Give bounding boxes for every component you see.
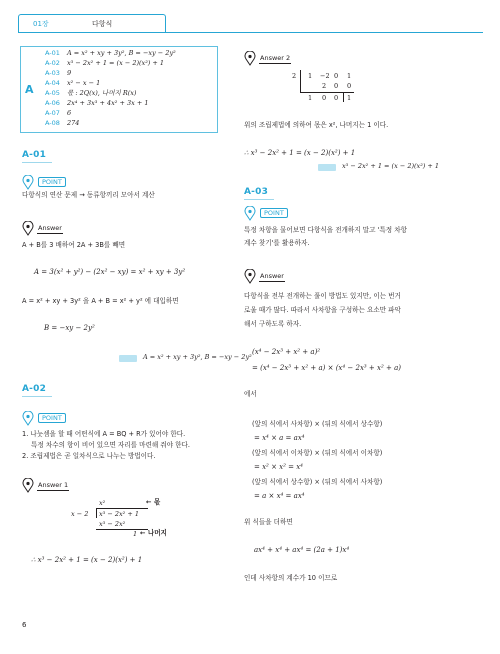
summary-value: 9 <box>67 69 72 77</box>
synthetic-bar <box>300 92 354 93</box>
synthetic-cell: 0 <box>322 94 327 102</box>
section-underline <box>22 162 52 163</box>
summary-key: A-08 <box>45 119 60 127</box>
point-text: 계수 찾기'를 활용하자. <box>244 239 310 247</box>
synthetic-cell: −2 <box>320 72 330 80</box>
equation: B = −xy − 2y² <box>44 324 95 332</box>
equation: A = 3(x² + y²) − (2x² − xy) = x² + xy + 3y² <box>34 268 186 276</box>
equation: = x² × x² = x⁴ <box>254 463 303 471</box>
point-pin-icon <box>22 175 34 190</box>
answer-label: Answer <box>38 224 62 232</box>
synthetic-remainder: 1 <box>347 94 352 102</box>
term-description: (앞의 식에서 상수항) × (뒤의 식에서 사차항) <box>252 478 383 486</box>
summary-letter: A <box>25 83 34 96</box>
equation: ∴ x³ − 2x² + 1 = (x − 2)(x²) + 1 <box>31 556 143 564</box>
final-answer: A = x² + xy + 3y², B = −xy − 2y² <box>143 353 252 361</box>
term-description: (앞의 식에서 이차항) × (뒤의 식에서 이차항) <box>252 449 383 457</box>
solution-text: A + B를 3 배하여 2A + 3B를 빼면 <box>22 241 126 249</box>
answer-label: Answer 2 <box>260 54 291 62</box>
section-underline <box>244 199 274 200</box>
summary-value: 2x⁴ + 3x³ + 4x² + 3x + 1 <box>67 99 149 107</box>
synthetic-cell: 0 <box>334 72 339 80</box>
equation: ∴ x³ − 2x² + 1 = (x − 2)(x²) + 1 <box>244 149 356 157</box>
equation: (x⁴ − 2x³ + x² + a)² <box>252 348 321 356</box>
point-pin-icon <box>244 206 256 221</box>
point-label: POINT <box>260 208 288 218</box>
equation: ax⁴ + x⁴ + ax⁴ = (2a + 1)x⁴ <box>254 546 350 554</box>
remainder-label: ← 나머지 <box>140 529 167 537</box>
summary-key: A-04 <box>45 79 60 87</box>
chapter-label: 01장 <box>33 20 49 28</box>
division-subtract: x³ − 2x² <box>99 520 126 528</box>
synthetic-cell: 1 <box>347 72 352 80</box>
division-quotient: x² <box>99 499 106 507</box>
summary-key: A-02 <box>45 59 60 67</box>
summary-value: x² − x − 1 <box>67 79 101 87</box>
answer-tag-icon <box>119 355 137 362</box>
solution-text: 위 식들을 더하면 <box>244 518 293 526</box>
division-bar <box>96 508 148 509</box>
summary-value: 274 <box>67 119 80 127</box>
answer-label: Answer 1 <box>38 481 69 489</box>
answer-pin-icon <box>244 51 256 66</box>
summary-key: A-07 <box>45 109 60 117</box>
final-answer: x³ − 2x² + 1 = (x − 2)(x²) + 1 <box>342 162 440 170</box>
summary-value: x³ − 2x² + 1 = (x − 2)(x²) + 1 <box>67 59 165 67</box>
equation: = x⁴ × a = ax⁴ <box>254 434 305 442</box>
synthetic-cell: 0 <box>334 82 339 90</box>
synthetic-cell: 2 <box>322 82 327 90</box>
solution-text: 에서 <box>244 390 257 398</box>
point-label: POINT <box>38 177 66 187</box>
summary-row <box>45 108 217 118</box>
term-description: (앞의 식에서 사차항) × (뒤의 식에서 상수항) <box>252 420 383 428</box>
equation: = (x⁴ − 2x³ + x² + a) × (x⁴ − 2x³ + x² + a) <box>252 364 401 372</box>
page-number: 6 <box>22 621 27 629</box>
remainder-box <box>343 92 344 102</box>
solution-text: 다항식을 전부 전개하는 풀이 방법도 있지만, 이는 번거 <box>244 292 401 300</box>
solution-text: 위의 조립제법에 의하여 몫은 x², 나머지는 1 이다. <box>244 121 389 129</box>
summary-key: A-05 <box>45 89 60 97</box>
point-text: 다항식의 연산 문제 → 동류항끼리 모아서 계산 <box>22 191 155 199</box>
answer-summary-box <box>20 46 218 133</box>
solution-text: 로울 때가 많다. 따라서 사차항을 구성하는 요소만 파악 <box>244 306 401 314</box>
section-title-a02: A-02 <box>22 384 47 394</box>
point-label: POINT <box>38 413 66 423</box>
division-divisor: x − 2 <box>71 510 89 518</box>
summary-row <box>45 98 217 108</box>
answer-label: Answer <box>260 272 284 280</box>
point-text: 특정 차수의 항이 비어 있으면 자리를 마련해 줘야 한다. <box>31 441 190 449</box>
section-title-a01: A-01 <box>22 150 47 160</box>
summary-value: A = x² + xy + 3y², B = −xy − 2y² <box>67 49 176 57</box>
quotient-label: ← 몫 <box>146 498 161 506</box>
summary-value: 6 <box>67 109 72 117</box>
summary-row <box>45 88 217 98</box>
summary-value: 몫 : 2Q(x), 나머지 R(x) <box>67 89 137 97</box>
summary-row <box>45 58 217 68</box>
point-text: 1. 나눗셈을 할 때 어떤식에 A = BQ + R가 있어야 한다. <box>22 430 186 438</box>
point-text: 2. 조립제법은 곧 일차식으로 나누는 방법이다. <box>22 452 156 460</box>
synthetic-cell: 0 <box>334 94 339 102</box>
answer-pin-icon <box>22 221 34 236</box>
point-pin-icon <box>22 411 34 426</box>
solution-text: A = x² + xy + 3y² 을 A + B = x² + y² 에 대입하면 <box>22 297 179 305</box>
synthetic-cell: 1 <box>308 72 313 80</box>
synthetic-bracket <box>300 70 301 92</box>
section-title-a03: A-03 <box>244 187 269 197</box>
summary-row <box>45 68 217 78</box>
summary-key: A-01 <box>45 49 60 57</box>
solution-text: 해서 구하도록 하자. <box>244 320 302 328</box>
solution-text: 인데 사차항의 계수가 10 이므로 <box>244 574 338 582</box>
summary-row <box>45 78 217 88</box>
section-underline <box>22 396 52 397</box>
equation: = a × x⁴ = ax⁴ <box>254 492 305 500</box>
division-remainder: 1 <box>133 530 138 538</box>
page-header <box>18 14 483 34</box>
point-text: 특정 차항을 물어보면 다항식을 전개하지 말고 '특정 차항 <box>244 226 407 234</box>
division-dividend: x³ − 2x² + 1 <box>99 510 139 518</box>
chapter-title: 다항식 <box>92 20 113 28</box>
summary-row <box>45 48 217 58</box>
summary-row <box>45 118 217 128</box>
summary-key: A-03 <box>45 69 60 77</box>
synthetic-divisor: 2 <box>292 72 297 80</box>
answer-pin-icon <box>22 478 34 493</box>
answer-tag-icon <box>318 164 336 171</box>
header-rule <box>18 32 483 33</box>
summary-key: A-06 <box>45 99 60 107</box>
synthetic-cell: 0 <box>347 82 352 90</box>
division-bracket <box>96 508 97 518</box>
synthetic-cell: 1 <box>308 94 313 102</box>
answer-pin-icon <box>244 269 256 284</box>
